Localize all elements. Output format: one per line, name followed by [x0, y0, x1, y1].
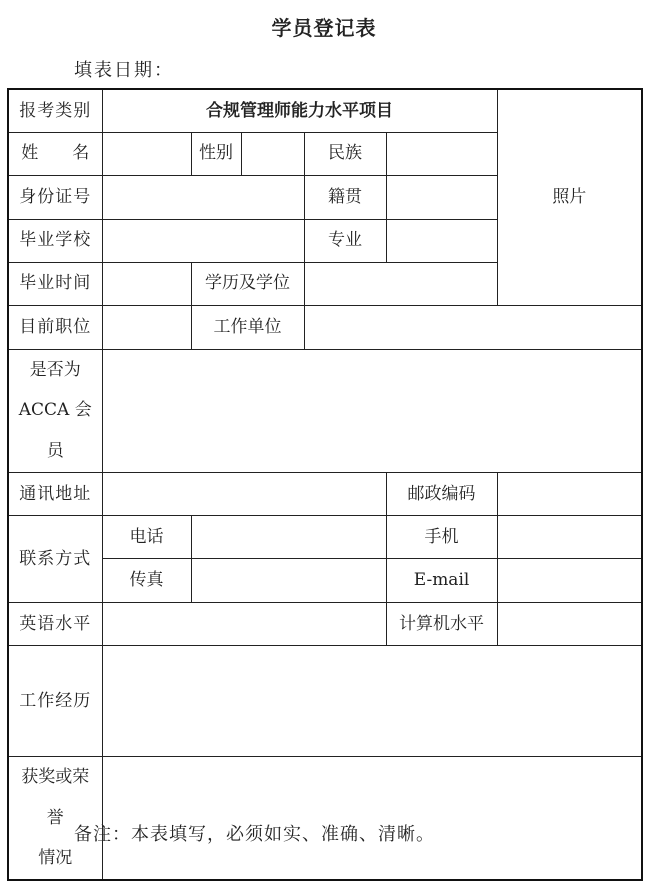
program-label: 报考类别 [8, 89, 102, 132]
row-acca [8, 349, 642, 472]
position-field[interactable] [102, 305, 191, 349]
computer-label: 计算机水平 [386, 602, 497, 645]
program-value: 合规管理师能力水平项目 [102, 89, 497, 132]
grad-time-label: 毕业时间 [8, 262, 102, 305]
degree-label: 学历及学位 [191, 262, 304, 305]
address-label: 通讯地址 [8, 472, 102, 515]
row-awards [8, 756, 642, 880]
postcode-field[interactable] [497, 472, 642, 515]
major-field[interactable] [386, 219, 497, 262]
school-field[interactable] [102, 219, 304, 262]
employer-field[interactable] [304, 305, 642, 349]
email-field[interactable] [497, 558, 642, 602]
english-label: 英语水平 [8, 602, 102, 645]
row-position [8, 305, 642, 349]
row-experience [8, 645, 642, 756]
acca-label [8, 349, 102, 472]
mobile-field[interactable] [497, 515, 642, 558]
hometown-field[interactable] [386, 175, 497, 219]
postcode-label: 邮政编码 [386, 472, 497, 515]
acca-field[interactable] [102, 349, 642, 472]
phone-field[interactable] [191, 515, 386, 558]
row-address [8, 472, 642, 515]
gender-field[interactable] [241, 132, 304, 175]
awards-label-line2: 情况 [38, 848, 73, 869]
row-program [8, 89, 642, 132]
registration-form-table [7, 88, 643, 881]
id-field[interactable] [102, 175, 304, 219]
footer-note: 备注：本表填写，必须如实、准确、清晰。 [74, 824, 435, 845]
name-field[interactable] [102, 132, 191, 175]
awards-field[interactable] [102, 756, 642, 880]
gender-label: 性别 [191, 132, 241, 175]
position-label: 目前职位 [8, 305, 102, 349]
address-field[interactable] [102, 472, 386, 515]
name-label: 姓 名 [8, 132, 102, 175]
email-label: E-mail [386, 558, 497, 602]
ethnicity-field[interactable] [386, 132, 497, 175]
degree-field[interactable] [304, 262, 497, 305]
ethnicity-label: 民族 [304, 132, 386, 175]
fax-field[interactable] [191, 558, 386, 602]
grad-time-field[interactable] [102, 262, 191, 305]
fill-date-label: 填表日期： [74, 60, 174, 81]
fax-label: 传真 [102, 558, 191, 602]
experience-field[interactable] [102, 645, 642, 756]
acca-label-line2: ACCA 会员 [18, 400, 92, 462]
hometown-label: 籍贯 [304, 175, 386, 219]
awards-label [8, 756, 102, 880]
id-label: 身份证号 [8, 175, 102, 219]
photo-cell[interactable]: 照片 [497, 89, 642, 305]
awards-label-line1: 获奖或荣誉 [21, 766, 90, 828]
employer-label: 工作单位 [191, 305, 304, 349]
row-phone [8, 515, 642, 558]
row-fax [8, 558, 642, 602]
mobile-label: 手机 [386, 515, 497, 558]
contact-label: 联系方式 [8, 515, 102, 602]
major-label: 专业 [304, 219, 386, 262]
computer-field[interactable] [497, 602, 642, 645]
school-label: 毕业学校 [8, 219, 102, 262]
phone-label: 电话 [102, 515, 191, 558]
form-title: 学员登记表 [271, 16, 377, 40]
row-skills [8, 602, 642, 645]
english-field[interactable] [102, 602, 386, 645]
acca-label-line1: 是否为 [29, 359, 81, 380]
experience-label: 工作经历 [8, 645, 102, 756]
